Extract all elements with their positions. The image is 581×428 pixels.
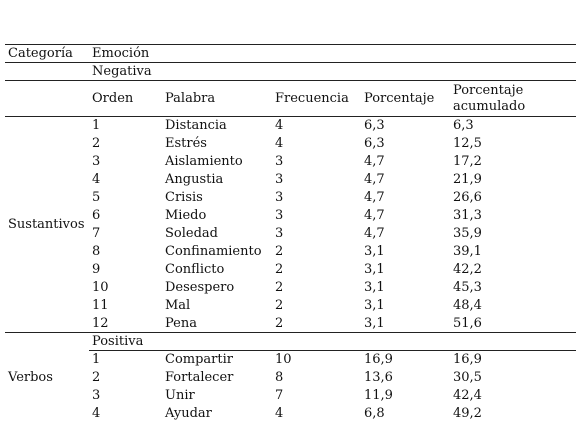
table-row: 5 Crisis 3 4,7 26,6 bbox=[92, 190, 482, 205]
header-row-1 bbox=[5, 45, 576, 63]
category-verbs: Verbos bbox=[8, 370, 53, 386]
table-row: Sustantivos 1 Distancia 4 6,3 6,3 bbox=[5, 117, 576, 135]
table-row: 2 Estrés 4 6,3 12,5 bbox=[92, 136, 482, 151]
emotion-words-table bbox=[5, 44, 576, 423]
header-row-columns bbox=[5, 81, 576, 117]
table-row: 3 Unir 7 11,9 42,4 bbox=[92, 388, 482, 403]
table-row: 6 Miedo 3 4,7 31,3 bbox=[92, 208, 482, 223]
table-row: 7 Soledad 3 4,7 35,9 bbox=[92, 226, 482, 241]
section-positive: Positiva bbox=[89, 333, 576, 351]
table-row: 9 Conflicto 2 3,1 42,2 bbox=[92, 262, 482, 277]
header-row-negative bbox=[5, 63, 576, 81]
table-row: 10 Desespero 2 3,1 45,3 bbox=[92, 280, 482, 295]
table-row: 4 Angustia 3 4,7 21,9 bbox=[92, 172, 482, 187]
table-row: 2 Fortalecer 8 13,6 30,5 bbox=[92, 370, 482, 385]
category-nouns: Sustantivos bbox=[5, 117, 89, 333]
header-category: Categoría bbox=[5, 45, 89, 63]
header-word: Palabra bbox=[162, 81, 272, 117]
table-row: 3 Aislamiento 3 4,7 17,2 bbox=[92, 154, 482, 169]
table-row: 8 Confinamiento 2 3,1 39,1 bbox=[92, 244, 482, 259]
table-row: 11 Mal 2 3,1 48,4 bbox=[92, 298, 482, 313]
header-frequency: Frecuencia bbox=[272, 81, 361, 117]
section-row-positive bbox=[5, 333, 576, 351]
header-cum-percent: Porcentaje acumulado bbox=[450, 81, 576, 117]
table-row: 12 Pena 2 3,1 51,6 bbox=[5, 315, 576, 333]
header-order: Orden bbox=[89, 81, 162, 117]
header-percent: Porcentaje bbox=[361, 81, 450, 117]
table-row: 1 Compartir 10 16,9 16,9 bbox=[92, 352, 482, 368]
header-negative: Negativa bbox=[89, 63, 576, 81]
header-emotion: Emoción bbox=[89, 45, 576, 63]
table-row: 4 Ayudar 4 6,8 49,2 bbox=[92, 406, 482, 421]
